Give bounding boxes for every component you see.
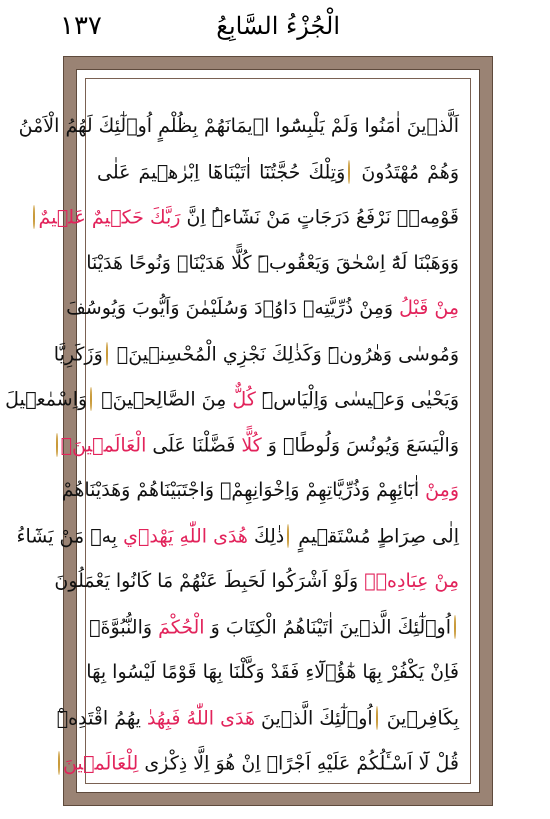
highlighted-word: لِلْعَالَم۪ينَ xyxy=(62,752,139,775)
verse-segment: وَالنُّبُوَّةَۚ xyxy=(89,615,153,638)
text-line xyxy=(18,104,459,150)
verse-segment: وَمِنْ ذُرِّيَّتِه۪ دَاوُ۫دَ وَسُلَيْمٰنَ وَاَيُّوبَ وَيُوسُفَ xyxy=(66,297,394,319)
verse-segment: بِه۪ مَنْ يَشَٓاءُ xyxy=(16,524,118,547)
text-line xyxy=(66,286,459,332)
text-line xyxy=(5,377,459,423)
ayah-marker-icon xyxy=(56,433,58,457)
verse-segment: اُو۬لٰٓئِكَ الَّذ۪ينَ اٰتَيْنَاهُمُ الْكِتَابَ وَ xyxy=(210,615,451,638)
ayah-marker-icon xyxy=(58,751,60,775)
highlighted-word: الْعَالَم۪ينَۙ xyxy=(60,433,147,456)
verse-segment: مِنَ الصَّالِح۪ينَۙ xyxy=(101,388,227,411)
verse-segment: وَزَكَرِيَّا xyxy=(53,342,103,365)
ayah-marker-icon xyxy=(106,342,108,366)
page-number: ١٣٧ xyxy=(60,11,102,41)
text-line xyxy=(53,332,459,378)
ayah-marker-icon xyxy=(33,205,35,229)
highlighted-word: هَدَى اللّٰهُ فَبِهُدٰ xyxy=(146,706,255,729)
verse-segment: يهُمُ اقْتَدِهْۜ xyxy=(56,706,141,729)
text-line xyxy=(89,605,459,651)
page-frame xyxy=(5,56,493,806)
verse-segment: وَلَوْ اَشْرَكُوا لَحَبِطَ عَنْهُمْ مَا كَانُوا يَعْمَلُونَ xyxy=(54,570,359,592)
verse-segment: ذٰلِكَ xyxy=(253,524,285,547)
ayah-marker-icon xyxy=(348,160,350,184)
highlighted-word: مِنْ عِبَادِه۪ۜ xyxy=(364,570,459,592)
highlighted-word: هُدَى اللّٰهِ يَهْد۪ي xyxy=(123,524,248,547)
ayah-marker-icon xyxy=(287,524,289,548)
page-header xyxy=(60,6,490,46)
verse-segment: وَيَحْيٰى وَع۪يسٰى وَاِلْيَاسَۜ xyxy=(261,388,459,411)
verse-segment: وَتِلْكَ حُجَّتُنَٓا اٰتَيْنَاهَٓا اِبْرٰه۪يمَ عَلٰى xyxy=(97,160,346,183)
verse-segment: قَوْمِه۪ۜ نَرْفَعُ دَرَجَاتٍ مَنْ نَشَٓاءُۜ اِنَّ xyxy=(186,206,459,229)
text-line xyxy=(62,741,459,787)
verse-segment: فَضَّلْنَا عَلَى xyxy=(152,433,236,456)
verse-segment: اِلٰى صِرَاطٍ مُسْتَق۪يمٍ xyxy=(298,524,459,547)
verse-segment: وَمُوسٰى وَهٰرُونَۜ وَكَذٰلِكَ نَجْزِي الْمُحْسِن۪ينَۙ xyxy=(116,342,459,365)
ayah-marker-icon xyxy=(90,387,92,411)
verse-segment: اٰبَٓائِهِمْ وَذُرِّيَّاتِهِمْ وَاِخْوَانِهِمْۚ وَاجْتَبَيْنَاهُمْ وَهَدَيْنَاهُمْ xyxy=(61,479,420,501)
ayah-marker-icon xyxy=(376,706,378,730)
highlighted-word: وَمِنْ xyxy=(425,479,459,501)
highlighted-word: رَبَّكَ حَك۪يمٌ عَل۪يمٌ xyxy=(38,206,181,229)
highlighted-word: كُلٌّ xyxy=(232,388,256,411)
text-line xyxy=(16,514,459,560)
text-line xyxy=(60,423,459,469)
text-line xyxy=(61,468,459,514)
highlighted-word: كُلًّا xyxy=(241,433,262,456)
text-line xyxy=(56,696,459,742)
text-line xyxy=(38,195,459,241)
juz-title: الْجُزْءُ السَّابِعُ xyxy=(216,12,340,40)
verse-segment: وَوَهَبْنَا لَهُٓ اِسْحٰقَ وَيَعْقُوبَۜ كُلًّا هَدَيْنَاۚ وَنُوحًا هَدَيْنَا xyxy=(86,251,459,274)
highlighted-word: مِنْ قَبْلُ xyxy=(399,297,459,319)
text-line xyxy=(86,650,459,696)
text-line xyxy=(54,559,459,605)
highlighted-word: الْحُكْمَ xyxy=(158,615,205,638)
ayah-marker-icon xyxy=(454,615,456,639)
verse-segment: وَاِسْمٰع۪يلَ xyxy=(5,388,88,411)
text-line xyxy=(86,241,459,287)
verse-segment: فَاِنْ يَكْفُرْ بِهَا هٰٓؤُ۬لَٓاءِ فَقَدْ وَكَّلْنَا بِهَا قَوْمًا لَيْسُوا بِهَا xyxy=(86,661,459,683)
verse-segment: اَلَّذ۪ينَ اٰمَنُوا وَلَمْ يَلْبِسُٓوا ا۪يمَانَهُمْ بِظُلْمٍ اُو۬لٰٓئِكَ لَهُمُ الْاَمْنُ xyxy=(18,115,459,137)
verse-text-block xyxy=(5,104,460,787)
verse-segment: اُو۬لٰٓئِكَ الَّذ۪ينَ xyxy=(261,706,373,729)
text-panel xyxy=(5,69,480,793)
verse-segment: بِكَافِر۪ينَ xyxy=(386,706,459,729)
verse-segment: وَهُمْ مُهْتَدُونَ xyxy=(361,160,460,183)
verse-segment: قُلْ لَٓا اَسْـَٔلُكُمْ عَلَيْهِ اَجْرًاۜ اِنْ هُوَ اِلَّا ذِكْرٰى xyxy=(144,752,459,775)
verse-segment: وَالْيَسَعَ وَيُونُسَ وَلُوطًاۜ وَ xyxy=(267,433,459,456)
text-line xyxy=(97,150,459,196)
